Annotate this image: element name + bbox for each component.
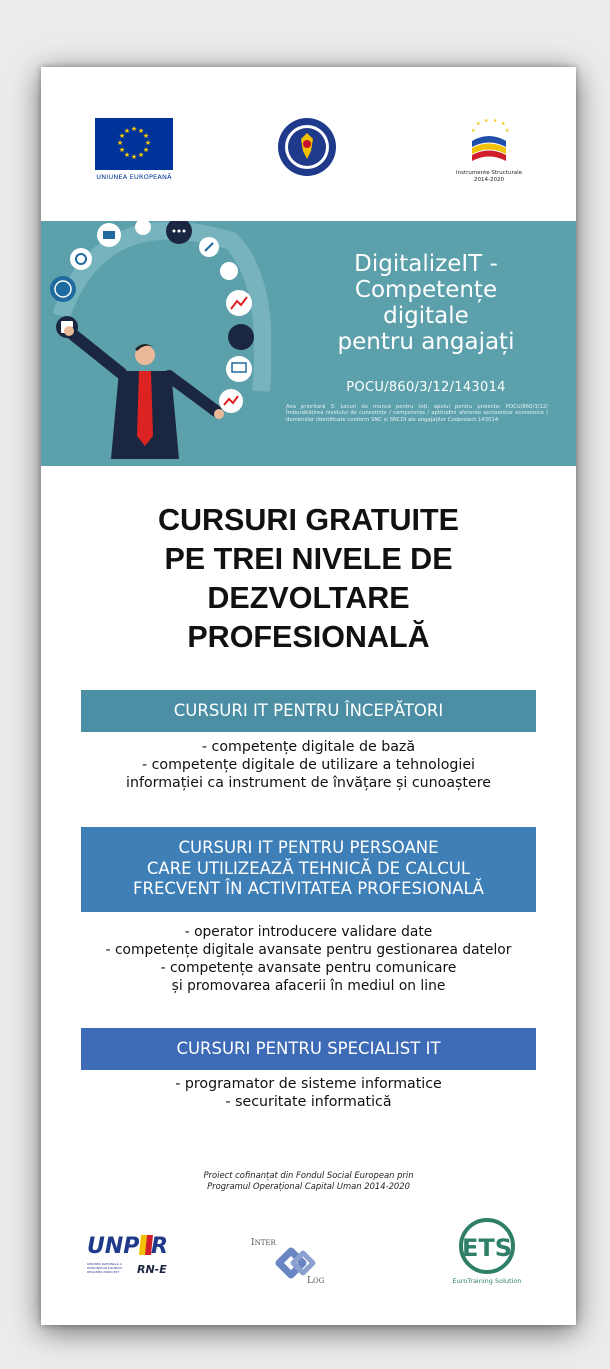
juggling-businessman-illustration — [41, 221, 271, 466]
list-item: și promovarea afacerii în mediul on line — [171, 978, 446, 994]
banner-title-line: pentru angajați — [337, 329, 515, 355]
svg-text:UNP: UNP — [87, 1234, 140, 1259]
list-item: - competențe digitale de utilizare a tehnologiei — [141, 757, 475, 773]
svg-text:★: ★ — [484, 118, 489, 124]
heading-line: PE TREI NIVELE DE — [164, 542, 453, 576]
note-line: Programul Operațional Capital Uman 2014-2020 — [207, 1181, 410, 1191]
heading-line: PROFESIONALĂ — [187, 620, 430, 654]
svg-text:★: ★ — [123, 151, 131, 159]
list-item: - securitate informatică — [225, 1094, 392, 1110]
svg-text:★: ★ — [123, 127, 131, 135]
section-title-line: CURSURI IT PENTRU PERSOANE — [178, 838, 439, 857]
svg-text:★: ★ — [142, 132, 150, 140]
list-item: - programator de sisteme informatice — [175, 1076, 442, 1092]
list-item: informației ca instrument de învățare și cunoaștere — [126, 775, 491, 791]
project-axis-text: Axa prioritară 3: Locuri de muncă pentru toți, apelul pentru proiecte: POCU/860/3/12/ Îmbunătățirea nivelului de cunoștințe / competențe / aptitudini aferente sectoarelor economice / domeniilor identificate conform SNC și SNCDI ale angajaților Codproiect 143014 — [286, 404, 548, 423]
svg-text:REGIUNEA NORD-EST: REGIUNEA NORD-EST — [87, 1270, 120, 1274]
svg-text:★: ★ — [118, 132, 126, 140]
svg-text:★: ★ — [144, 139, 152, 147]
svg-text:ETS: ETS — [461, 1234, 513, 1262]
section-beginners-title: CURSURI IT PENTRU ÎNCEPĂTORI — [81, 690, 536, 732]
list-item: - operator introducere validare date — [184, 924, 433, 940]
eurotraining-solution-logo — [449, 1217, 529, 1287]
svg-text:★: ★ — [142, 146, 150, 154]
svg-text:★: ★ — [505, 128, 510, 134]
banner-title-line: DigitalizeIT - — [354, 251, 498, 277]
section-specialist-items — [41, 1075, 576, 1111]
svg-text:★: ★ — [130, 153, 138, 161]
top-logos — [41, 67, 576, 217]
cofinancing-note — [101, 1170, 516, 1192]
poster — [41, 67, 576, 1325]
svg-text:EuroTraining Solution: EuroTraining Solution — [452, 1277, 522, 1285]
section-title-line: CARE UTILIZEAZĂ TEHNICĂ DE CALCUL — [146, 858, 471, 878]
svg-text:RN-E: RN-E — [137, 1263, 167, 1276]
project-code: POCU/860/3/12/143014 — [346, 380, 506, 395]
main-heading — [71, 501, 546, 657]
banner-title — [296, 251, 556, 355]
list-item: - competențe digitale de bază — [201, 739, 416, 755]
svg-text:★: ★ — [476, 121, 481, 127]
heading-line: DEZVOLTARE — [207, 581, 410, 615]
eu-flag-logo — [95, 118, 173, 170]
project-banner — [41, 221, 576, 466]
banner-title-line: digitale — [383, 303, 469, 329]
banner-title-line: Competențe — [354, 277, 498, 303]
svg-text:UNIUNEA NAȚIONALĂ A: UNIUNEA NAȚIONALĂ A — [87, 1262, 122, 1266]
structural-instruments-label — [446, 170, 532, 184]
government-seal-logo — [277, 117, 337, 177]
svg-text:★: ★ — [118, 146, 126, 154]
svg-text:★: ★ — [137, 151, 145, 159]
note-line: Proiect cofinanțat din Fondul Social European prin — [203, 1170, 414, 1180]
structural-years-text: 2014-2020 — [474, 177, 504, 183]
section-title-line: FRECVENT ÎN ACTIVITATEA PROFESIONALĂ — [133, 879, 484, 898]
section-specialist-title: CURSURI PENTRU SPECIALIST IT — [81, 1028, 536, 1070]
list-item: - competențe digitale avansate pentru gestionarea datelor — [105, 942, 512, 958]
list-item: - competențe avansate pentru comunicare — [160, 960, 457, 976]
unpr-logo — [85, 1229, 175, 1289]
heading-line: CURSURI GRATUITE — [157, 503, 460, 537]
svg-text:★: ★ — [501, 121, 506, 127]
interlog-logo — [249, 1231, 339, 1287]
eu-label: UNIUNEA EUROPEANĂ — [96, 173, 172, 181]
svg-text:★: ★ — [137, 127, 145, 135]
svg-text:★: ★ — [116, 139, 124, 147]
svg-text:★: ★ — [130, 125, 138, 133]
svg-text:★: ★ — [471, 128, 476, 134]
svg-text:★: ★ — [493, 118, 498, 124]
section-frequent-users-items — [41, 923, 576, 995]
section-frequent-users-title — [81, 827, 536, 912]
section-beginners-items — [41, 738, 576, 792]
svg-text:R: R — [151, 1234, 168, 1259]
svg-text:PATRONATULUI ROMÂN: PATRONATULUI ROMÂN — [87, 1266, 122, 1270]
svg-text:LOG: LOG — [307, 1276, 325, 1286]
structural-label-text: Instrumente Structurale — [456, 170, 522, 176]
structural-instruments-logo — [466, 117, 512, 169]
svg-text:INTER: INTER — [251, 1238, 276, 1248]
